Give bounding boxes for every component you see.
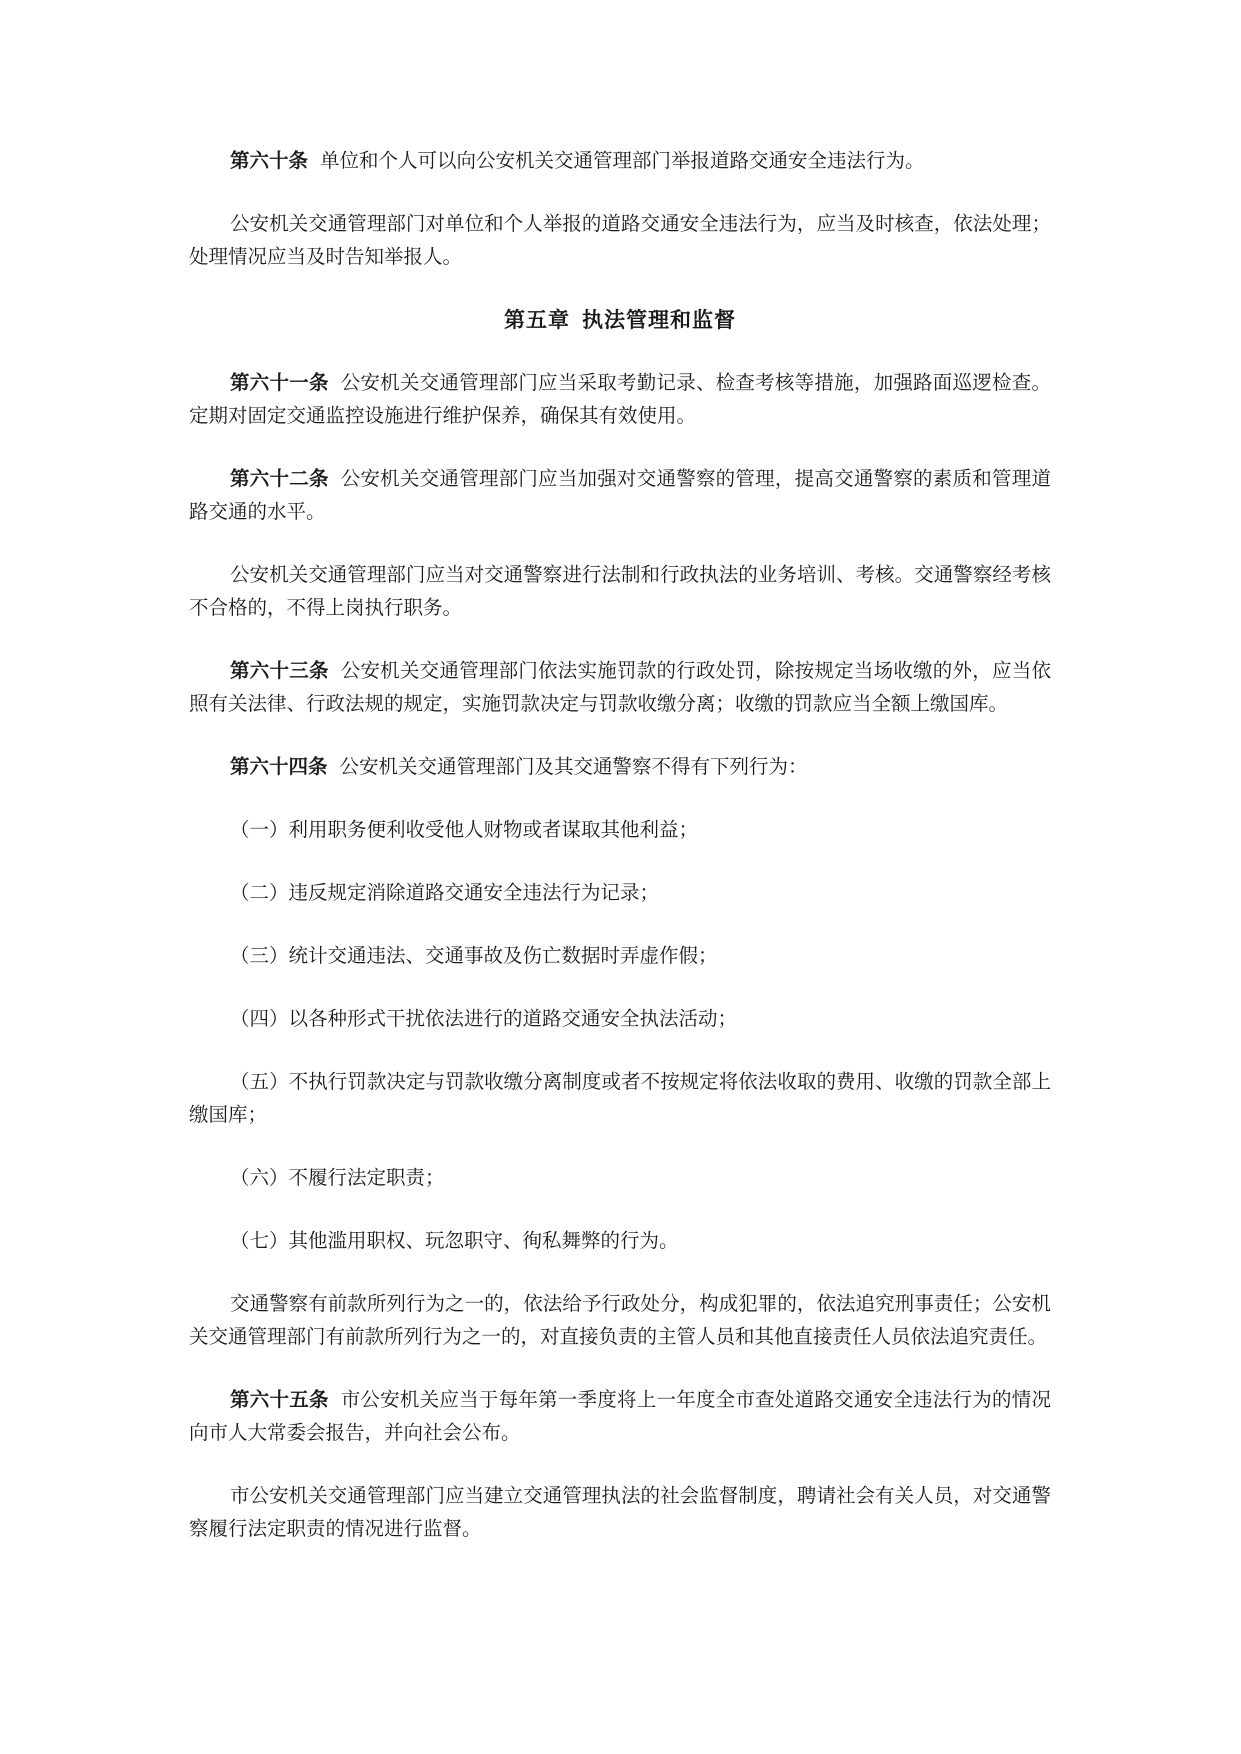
article-64-paragraph-2: 交通警察有前款所列行为之一的，依法给予行政处分，构成犯罪的，依法追究刑事责任；公安机关交通管理部门有前款所列行为之一的，对直接负责的主管人员和其他直接责任人员依法追究责任。: [189, 1292, 1051, 1348]
chapter-number: 第五章: [504, 307, 570, 332]
article-number: 第六十一条: [230, 371, 329, 394]
article-number: 第六十条: [230, 149, 309, 172]
document-page: [189, 144, 1051, 1575]
article-60-paragraph-2: 公安机关交通管理部门对单位和个人举报的道路交通安全违法行为，应当及时核查，依法处理；处理情况应当及时告知举报人。: [189, 212, 1051, 268]
article-text: 公安机关交通管理部门依法实施罚款的行政处罚，除按规定当场收缴的外，应当依照有关法律、行政法规的规定，实施罚款决定与罚款收缴分离；收缴的罚款应当全额上缴国库。: [189, 659, 1051, 715]
article-63: [189, 654, 1051, 720]
article-text: 单位和个人可以向公安机关交通管理部门举报道路交通安全违法行为。: [320, 149, 925, 172]
article-number: 第六十五条: [230, 1388, 329, 1411]
chapter-heading: [189, 303, 1051, 336]
article-62-paragraph-2: 公安机关交通管理部门应当对交通警察进行法制和行政执法的业务培训、考核。交通警察经考核不合格的，不得上岗执行职务。: [189, 563, 1051, 619]
article-61: [189, 366, 1051, 432]
list-item: （五）不执行罚款决定与罚款收缴分离制度或者不按规定将依法收取的费用、收缴的罚款全部上缴国库；: [189, 1070, 1051, 1126]
article-62: [189, 462, 1051, 528]
article-text: 市公安机关应当于每年第一季度将上一年度全市查处道路交通安全违法行为的情况向市人大常委会报告，并向社会公布。: [189, 1388, 1051, 1444]
article-65-paragraph-2: 市公安机关交通管理部门应当建立交通管理执法的社会监督制度，聘请社会有关人员，对交通警察履行法定职责的情况进行监督。: [189, 1484, 1051, 1540]
list-item: （六）不履行法定职责；: [230, 1166, 445, 1189]
chapter-title: 执法管理和监督: [582, 307, 736, 332]
article-number: 第六十四条: [230, 755, 328, 778]
article-65: [189, 1383, 1051, 1449]
article-text: 公安机关交通管理部门及其交通警察不得有下列行为：: [339, 755, 808, 778]
article-number: 第六十三条: [230, 659, 329, 682]
list-item: （七）其他滥用职权、玩忽职守、徇私舞弊的行为。: [230, 1229, 679, 1252]
list-item: （一）利用职务便利收受他人财物或者谋取其他利益；: [230, 818, 699, 841]
article-text: 公安机关交通管理部门应当加强对交通警察的管理，提高交通警察的素质和管理道路交通的水平。: [189, 467, 1051, 523]
article-text: 公安机关交通管理部门应当采取考勤记录、检查考核等措施，加强路面巡逻检查。定期对固定交通监控设施进行维护保养，确保其有效使用。: [189, 371, 1051, 427]
list-item: （四）以各种形式干扰依法进行的道路交通安全执法活动；: [230, 1007, 738, 1030]
article-60: [189, 144, 1051, 177]
article-number: 第六十二条: [230, 467, 329, 490]
list-item: （三）统计交通违法、交通事故及伤亡数据时弄虚作假；: [230, 944, 718, 967]
article-64: [189, 750, 1051, 783]
list-item: （二）违反规定消除道路交通安全违法行为记录；: [230, 881, 660, 904]
